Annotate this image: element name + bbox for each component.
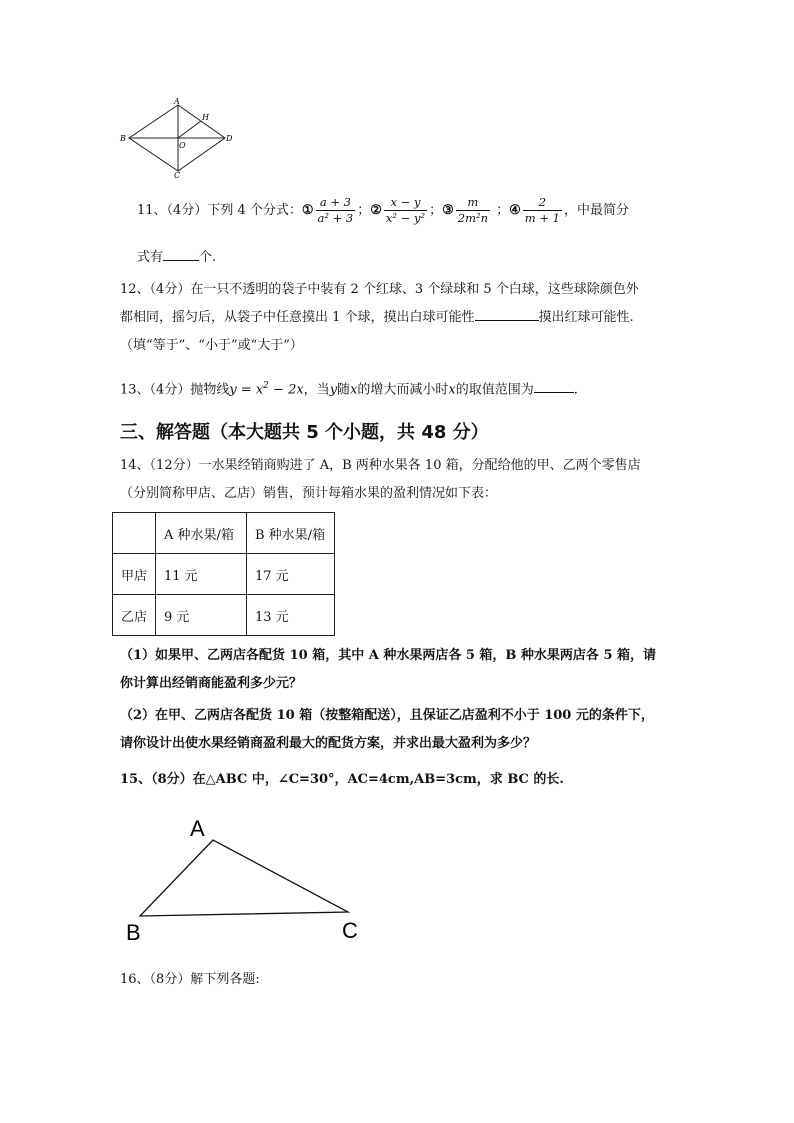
table-row (113, 554, 335, 595)
q11-num-1: a + 3 (319, 195, 351, 209)
q11-num-2: x − y (390, 195, 421, 209)
q11-den-4: m + 1 (524, 211, 560, 225)
triangle-abc-figure (118, 808, 378, 948)
q13-mid-b: 随 (337, 382, 351, 398)
question-16: 16、（8分）解下列各题: (120, 972, 260, 987)
triangle-label-b: B (126, 920, 141, 945)
q11-fraction-1 (316, 195, 356, 226)
table-header-cell: A 种水果/箱 (156, 513, 247, 554)
q11-line2-b: 个. (199, 250, 217, 265)
q11-sep-3: ； (492, 203, 510, 218)
table-cell: 11 元 (156, 554, 247, 595)
q11-num-4: 2 (538, 195, 547, 209)
rhombus-figure (112, 95, 237, 180)
q11-den-1: a² + 3 (317, 211, 354, 225)
rhombus-label-h: H (202, 113, 209, 122)
rhombus-label-o: O (179, 141, 186, 150)
q13-var-x: x (350, 382, 358, 398)
table-cell: 17 元 (247, 554, 335, 595)
q13-answer-blank[interactable] (534, 380, 574, 393)
table-row (113, 595, 335, 636)
q12-answer-blank[interactable] (475, 308, 539, 321)
rhombus-label-a: A (174, 97, 180, 106)
triangle-label-c: C (342, 918, 358, 943)
q13-formula: y = x (229, 382, 264, 398)
profit-table (112, 512, 335, 636)
rhombus-label-d: D (226, 134, 233, 143)
table-header-cell: B 种水果/箱 (247, 513, 335, 554)
triangle-label-a: A (190, 816, 205, 841)
q11-fraction-2 (384, 195, 427, 226)
q13-mid-a: ，当 (303, 382, 330, 398)
q12-line2-a: 都相同，摇匀后，从袋子中任意摸出 1 个球，摸出白球可能性 (120, 310, 475, 325)
q13-prefix: 13、（4分）抛物线 (120, 382, 230, 398)
q14-line-2: （分别简称甲店、乙店）销售，预计每箱水果的盈利情况如下表： (120, 486, 498, 501)
q11-den-2: x² − y² (385, 211, 426, 225)
table-header-row (113, 513, 335, 554)
q13-end: . (573, 382, 578, 398)
table-cell: 9 元 (156, 595, 247, 636)
q14-part2-line-2: 请你设计出使水果经销商盈利最大的配货方案，并求出最大盈利为多少？ (120, 736, 537, 751)
q11-prefix: 11、（4分）下列 4 个分式： (137, 203, 302, 218)
question-13 (120, 372, 680, 404)
question-11-line-2 (137, 244, 697, 272)
question-15: 15、（8分）在△ABC 中，∠C=30°，AC=4cm,AB=3cm，求 BC 的长. (120, 772, 564, 787)
q11-num-3: m (467, 195, 479, 209)
q11-mark-3: ③ (442, 203, 454, 218)
q13-mid-c: 的增大而减小时 (357, 382, 449, 398)
q13-formula-rest: − 2x (268, 382, 304, 398)
q12-line-1: 12、（4分）在一只不透明的袋子中装有 2 个红球、3 个绿球和 5 个白球，这些球除颜色外 (120, 282, 639, 297)
q11-fraction-3 (456, 195, 490, 226)
q11-mark-4: ④ (509, 203, 521, 218)
q11-den-3: 2m²n (457, 211, 488, 225)
question-12 (120, 276, 680, 360)
q11-sep-2: ； (429, 203, 443, 218)
q12-line-2 (120, 304, 680, 332)
q13-var-x2: x (448, 382, 456, 398)
q12-line-3: （填“等于”、“小于”或“大于”） (120, 338, 303, 353)
table-cell: 甲店 (113, 554, 156, 595)
q11-suffix: ，中最简分 (563, 203, 629, 218)
q11-mark-1: ① (301, 203, 314, 218)
rhombus-label-b: B (120, 134, 126, 143)
table-cell: 13 元 (247, 595, 335, 636)
q12-line2-b: 摸出红球可能性. (538, 310, 634, 325)
rhombus-label-c: C (174, 171, 181, 180)
rhombus-segment-oh (178, 121, 201, 138)
triangle-abc (140, 840, 348, 916)
section-3-heading: 三、解答题（本大题共 5 个小题，共 48 分） (120, 422, 489, 443)
table-cell: 乙店 (113, 595, 156, 636)
q14-part2-line-1: （2）在甲、乙两店各配货 10 箱（按整箱配送），且保证乙店盈利不小于 100 元的条件下， (120, 708, 654, 723)
q14-part1-line-1: （1）如果甲、乙两店各配货 10 箱，其中 A 种水果两店各 5 箱，B 种水果两店各 5 箱，请 (120, 648, 657, 663)
q13-formula-sup: 2 (263, 381, 269, 391)
q14-line-1: 14、（12分）一水果经销商购进了 A，B 两种水果各 10 箱，分配给他的甲、乙两个零售店 (120, 458, 641, 473)
q11-fraction-4 (523, 195, 562, 226)
question-11 (137, 194, 697, 228)
q11-sep-1: ； (357, 203, 371, 218)
table-header-cell (113, 513, 156, 554)
q11-line2-a: 式有 (137, 250, 164, 265)
q11-mark-2: ② (370, 203, 382, 218)
q13-var-y: y (329, 382, 338, 398)
question-14-parts (120, 642, 680, 758)
question-14 (120, 452, 680, 508)
q13-mid-d: 的取值范围为 (455, 382, 534, 398)
q14-part1-line-2: 你计算出经销商能盈利多少元？ (120, 676, 303, 691)
q11-answer-blank[interactable] (163, 248, 199, 261)
